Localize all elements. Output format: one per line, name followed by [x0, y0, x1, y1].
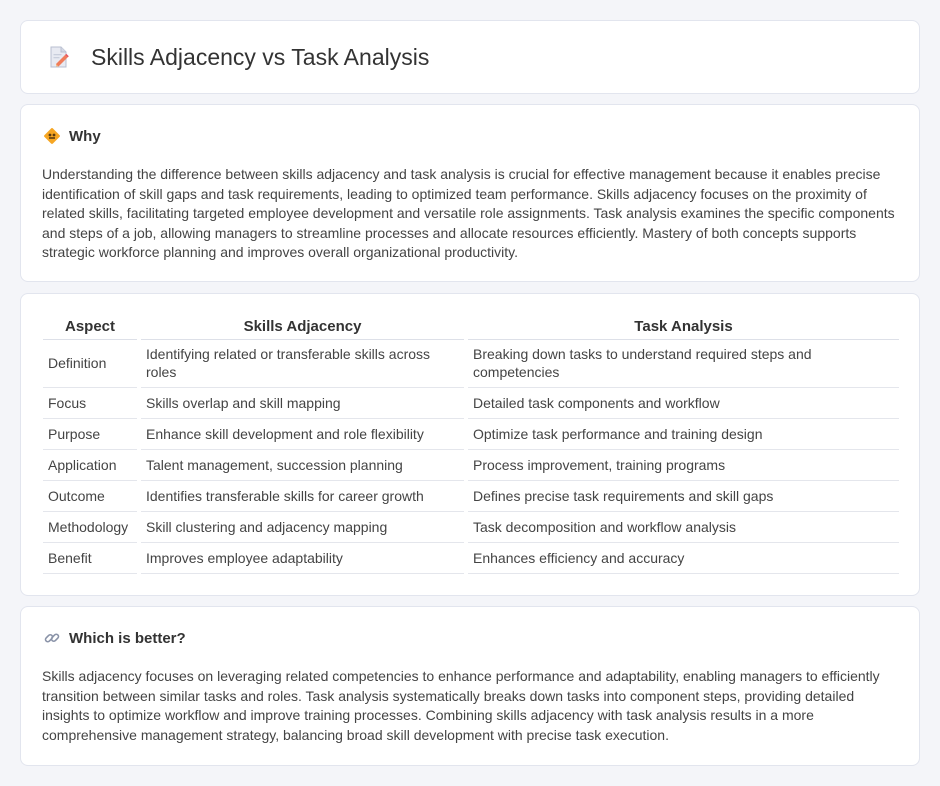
comparison-section [20, 293, 920, 596]
table-cell: Enhance skill development and role flexibility [139, 418, 466, 449]
table-cell: Identifies transferable skills for career growth [139, 480, 466, 511]
diamond-sign-icon [43, 127, 61, 145]
page-title: Skills Adjacency vs Task Analysis [91, 43, 430, 70]
which-is-better-text: Skills adjacency focuses on leveraging related competencies to enhance performance and adaptability, enabling managers to efficiently transition between similar tasks and roles. Task analysis systematically breaks down tasks into component steps, providing detailed insights to optimize workflow and improve training processes. Combining skills adjacency with task analysis results in a more comprehensive management strategy, balancing broad skill development with precise task execution. [42, 668, 880, 743]
header-skills-adjacency: Skills Adjacency [139, 315, 466, 339]
header-aspect: Aspect [43, 315, 139, 339]
table-cell: Skill clustering and adjacency mapping [139, 511, 466, 542]
table-cell: Optimize task performance and training design [466, 418, 899, 449]
table-cell: Skills overlap and skill mapping [139, 387, 466, 418]
table-header-row [43, 315, 899, 339]
table-row [43, 387, 899, 418]
table-cell: Detailed task components and workflow [466, 387, 899, 418]
table-cell: Definition [43, 339, 139, 387]
which-is-better-section [20, 606, 920, 766]
link-icon [43, 629, 61, 647]
table-row [43, 418, 899, 449]
table-row [43, 449, 899, 480]
comparison-table [43, 315, 899, 574]
table-row [43, 480, 899, 511]
table-row [43, 542, 899, 573]
table-row [43, 339, 899, 387]
table-cell: Breaking down tasks to understand required steps and competencies [466, 339, 899, 387]
table-row [43, 511, 899, 542]
table-cell: Enhances efficiency and accuracy [466, 542, 899, 573]
table-cell: Benefit [43, 542, 139, 573]
header-card [20, 20, 920, 94]
table-cell: Outcome [43, 480, 139, 511]
header-task-analysis: Task Analysis [466, 315, 899, 339]
table-cell: Talent management, succession planning [139, 449, 466, 480]
table-cell: Task decomposition and workflow analysis [466, 511, 899, 542]
why-text: Understanding the difference between skills adjacency and task analysis is crucial for effective management because it enables precise identification of skill gaps and task requirements, leading to optimized team performance. Skills adjacency focuses on the proximity of related skills, facilitating targeted employee development and versatile role assignments. Task analysis examines the specific components and steps of a job, allowing managers to streamline processes and allocate resources efficiently. Mastery of both concepts supports strategic workforce planning and improves overall organizational productivity. [42, 166, 895, 261]
table-cell: Defines precise task requirements and skill gaps [466, 480, 899, 511]
which-is-better-title: Which is better? [69, 629, 186, 647]
why-title: Why [69, 127, 101, 145]
table-cell: Methodology [43, 511, 139, 542]
table-cell: Focus [43, 387, 139, 418]
why-section [20, 104, 920, 282]
table-cell: Improves employee adaptability [139, 542, 466, 573]
table-cell: Identifying related or transferable skills across roles [139, 339, 466, 387]
document-pencil-icon [47, 45, 71, 69]
table-cell: Purpose [43, 418, 139, 449]
table-cell: Process improvement, training programs [466, 449, 899, 480]
table-cell: Application [43, 449, 139, 480]
